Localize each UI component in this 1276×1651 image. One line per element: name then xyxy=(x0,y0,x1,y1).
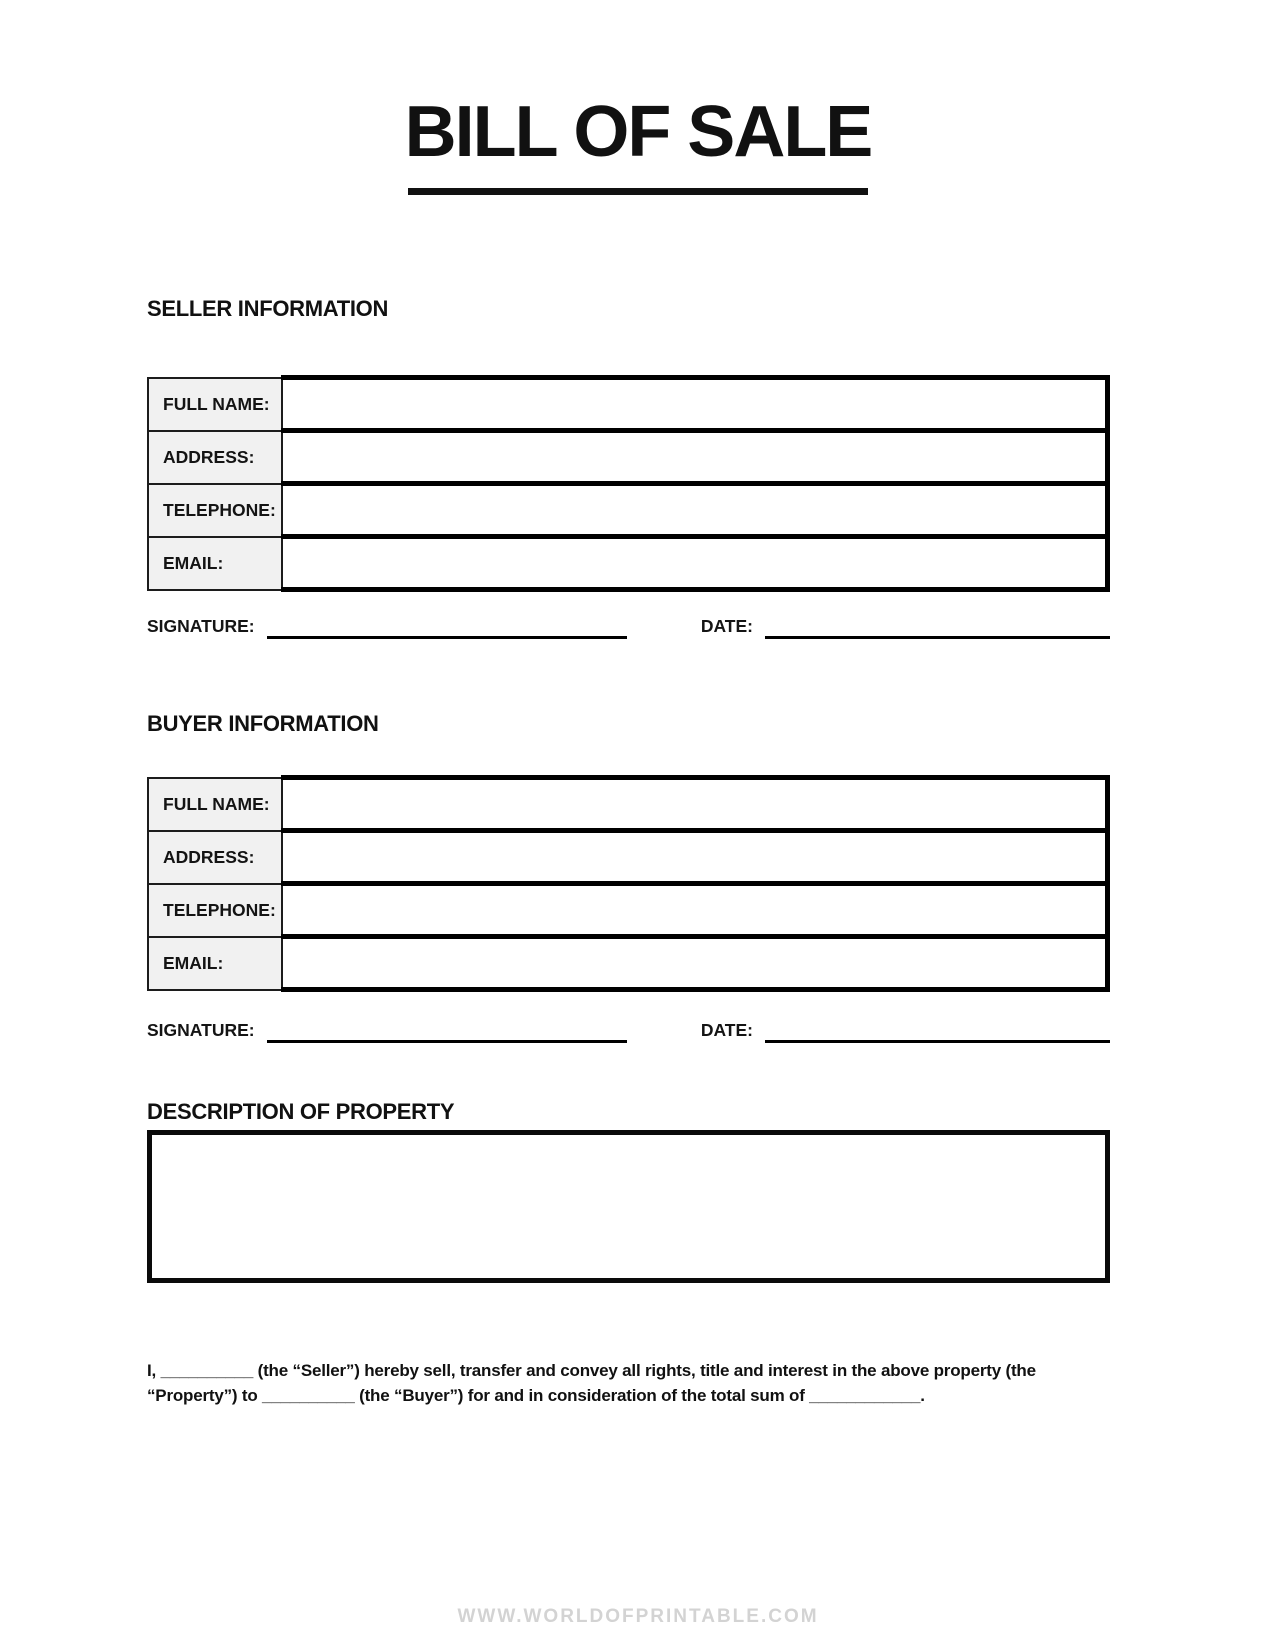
seller-full-name-row xyxy=(148,378,1108,431)
buyer-address-row xyxy=(148,831,1108,884)
seller-telephone-row xyxy=(148,484,1108,537)
footer-watermark-text: WWW.WORLDOFPRINTABLE.COM xyxy=(457,1606,819,1627)
seller-signature-line[interactable] xyxy=(267,616,627,639)
seller-full-name-value-cell[interactable] xyxy=(282,378,1108,431)
seller-address-value-cell[interactable] xyxy=(282,431,1108,484)
seller-telephone-value-cell[interactable] xyxy=(282,484,1108,537)
title-underline xyxy=(408,188,868,195)
buyer-date-label: DATE: xyxy=(700,1020,753,1040)
seller-info-table xyxy=(147,375,1110,592)
property-description-box[interactable] xyxy=(147,1130,1110,1283)
buyer-email-value-cell[interactable] xyxy=(282,937,1108,990)
buyer-signature-label: SIGNATURE: xyxy=(147,1020,255,1040)
buyer-date-line[interactable] xyxy=(765,1020,1110,1043)
buyer-info-table xyxy=(147,775,1110,992)
seller-signature-row xyxy=(147,616,1110,639)
property-description-heading: DESCRIPTION OF PROPERTY xyxy=(147,1099,455,1124)
seller-address-row xyxy=(148,431,1108,484)
buyer-full-name-row xyxy=(148,778,1108,831)
buyer-full-name-label: FULL NAME: xyxy=(148,778,282,831)
buyer-signature-row xyxy=(147,1020,1110,1043)
declaration-text: I, __________ (the “Seller”) hereby sell, transfer and convey all rights, title and interest in the above property (the “Property”) to __________ (the “Buyer”) for and in consideration of the total sum of ____________. xyxy=(147,1361,1036,1405)
title-block xyxy=(0,92,1276,195)
seller-email-value-cell[interactable] xyxy=(282,537,1108,590)
buyer-email-row xyxy=(148,937,1108,990)
seller-email-row xyxy=(148,537,1108,590)
seller-date-label: DATE: xyxy=(700,616,753,636)
seller-signature-label: SIGNATURE: xyxy=(147,616,255,636)
buyer-email-label: EMAIL: xyxy=(148,937,282,990)
seller-date-line[interactable] xyxy=(765,616,1110,639)
buyer-section-heading: BUYER INFORMATION xyxy=(147,711,379,736)
buyer-full-name-value-cell[interactable] xyxy=(282,778,1108,831)
seller-address-label: ADDRESS: xyxy=(148,431,282,484)
seller-email-label: EMAIL: xyxy=(148,537,282,590)
seller-telephone-label: TELEPHONE: xyxy=(148,484,282,537)
buyer-telephone-label: TELEPHONE: xyxy=(148,884,282,937)
buyer-telephone-value-cell[interactable] xyxy=(282,884,1108,937)
document-title: BILL OF SALE xyxy=(404,92,872,172)
buyer-signature-line[interactable] xyxy=(267,1020,627,1043)
buyer-telephone-row xyxy=(148,884,1108,937)
seller-full-name-label: FULL NAME: xyxy=(148,378,282,431)
buyer-address-value-cell[interactable] xyxy=(282,831,1108,884)
seller-section-heading: SELLER INFORMATION xyxy=(147,296,389,321)
buyer-address-label: ADDRESS: xyxy=(148,831,282,884)
